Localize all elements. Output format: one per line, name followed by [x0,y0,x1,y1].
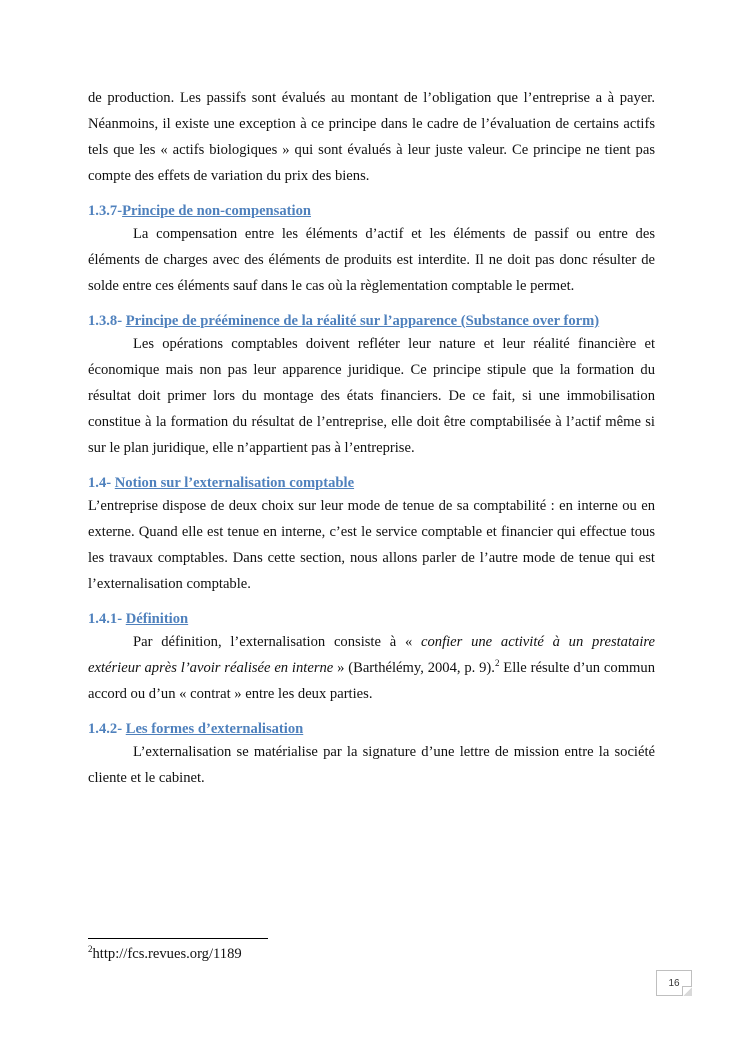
footnote [88,944,242,964]
heading-1-4-2 [88,719,655,739]
paragraph-1-4: L’entreprise dispose de deux choix sur leur mode de tenue de sa comptabilité : en interne ou en externe. Quand elle est tenue en interne, c’est le service comptable et financier qui effectue tous les travaux comptables. Dans cette section, nous allons parler de l’autre mode de tenue qui est l’externalisation comptable. [88,498,655,592]
heading-title: Notion sur l’externalisation comptable [114,475,355,491]
definition-citation: » (Barthélémy, 2004, p. 9). [333,660,495,676]
footnote-separator [88,938,268,939]
heading-number: 1.3.7- [88,203,123,219]
document-body [88,85,655,791]
heading-title: Principe de non-compensation [122,203,311,219]
heading-number: 1.3.8- [88,313,123,329]
heading-number: 1.4.2- [88,721,123,737]
definition-quote: confier une activité à un prestataire extérieur après l’avoir réalisée en interne [88,634,655,676]
page-number-box [656,970,692,996]
paragraph-1-3-8: Les opérations comptables doivent refléter leur nature et leur réalité financière et économique mais non pas leur apparence juridique. Ce principe stipule que la formation du résultat doit primer lors du montage des états financiers. De ce fait, si une immobilisation constitue à la formation du résultat de l’entreprise, elle doit être comptabilisée à l’actif même si sur le plan juridique, elle n’appartient pas à l’entreprise. [88,336,655,456]
heading-title: Principe de prééminence de la réalité sur l’apparence (Substance over form) [125,313,600,329]
page-number: 16 [668,977,680,989]
heading-1-4-1 [88,609,655,629]
heading-1-3-8 [88,311,655,331]
heading-1-4 [88,473,655,493]
definition-text-end: Elle résulte d’un commun accord ou d’un « contrat » entre les deux parties. [88,660,655,702]
paragraph-1-3-7: La compensation entre les éléments d’actif et les éléments de passif ou entre des éléments de charges avec des éléments de produits est interdite. Il ne doit pas donc résulter de solde entre ces éléments sauf dans le cas où la règlementation comptable le permet. [88,226,655,294]
heading-number: 1.4.1- [88,611,123,627]
heading-1-3-7 [88,201,655,221]
page-curl-icon [682,986,692,996]
heading-title: Définition [125,611,189,627]
definition-text-start: Par définition, l’externalisation consiste à « [133,634,421,650]
paragraph-1-4-1 [88,629,655,707]
footnote-reference[interactable]: 2 [494,658,500,668]
heading-number: 1.4- [88,475,112,491]
paragraph-1-4-2: L’externalisation se matérialise par la signature d’une lettre de mission entre la société cliente et le cabinet. [88,744,655,786]
heading-title: Les formes d’externalisation [125,721,304,737]
paragraph-intro: de production. Les passifs sont évalués au montant de l’obligation que l’entreprise a à payer. Néanmoins, il existe une exception à ce principe dans le cadre de l’évaluation de certains actifs tels que les « actifs biologiques » qui sont évalués à leur juste valeur. Ce principe ne tient pas compte des effets de variation du prix des biens. [88,90,655,184]
footnote-marker: 2 [88,944,93,954]
footnote-link[interactable]: http://fcs.revues.org/1189 [92,946,242,962]
